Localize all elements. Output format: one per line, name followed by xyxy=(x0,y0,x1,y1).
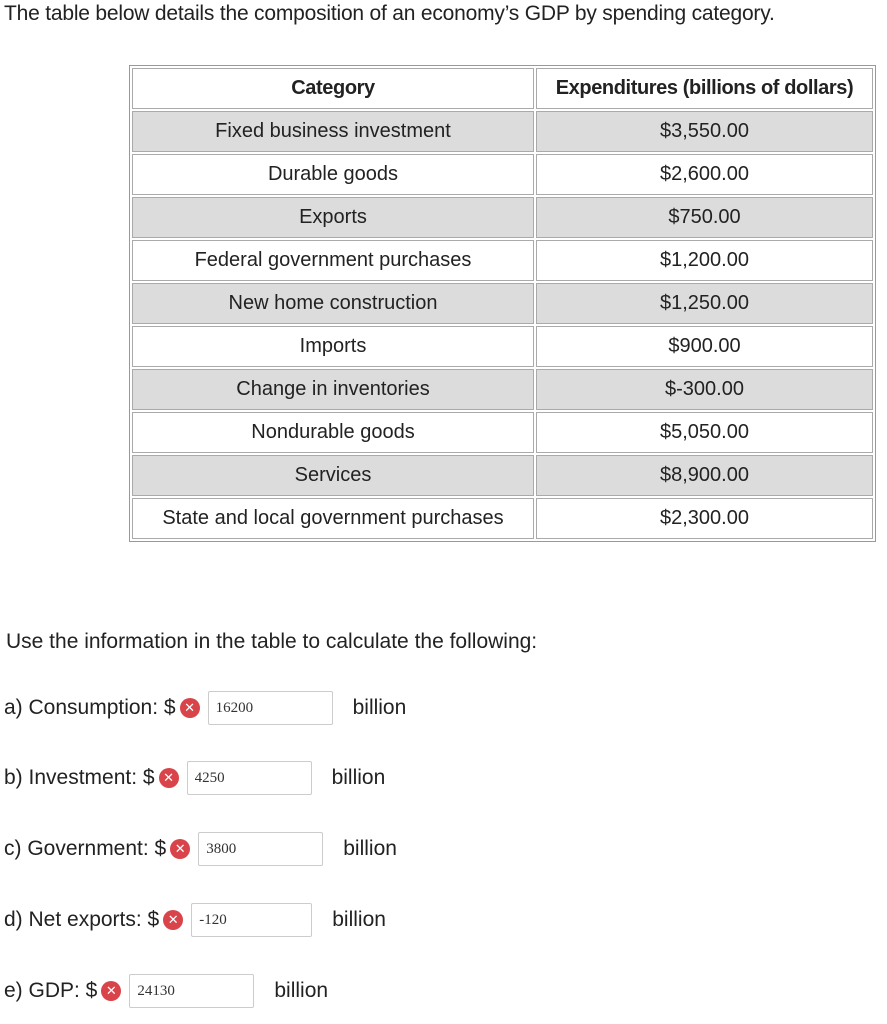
instructions-text: Use the information in the table to calculate the following: xyxy=(6,630,538,653)
category-cell: Federal government purchases xyxy=(132,240,534,281)
incorrect-icon: ✕ xyxy=(101,981,121,1001)
consumption-answer-input[interactable] xyxy=(208,691,333,725)
question-label: e) GDP: $ xyxy=(4,979,98,1002)
question-label: c) Government: $ xyxy=(4,837,167,860)
gdp-answer-input[interactable] xyxy=(129,974,254,1008)
question-label: a) Consumption: $ xyxy=(4,696,176,719)
value-cell: $750.00 xyxy=(536,197,873,238)
government-answer-input[interactable] xyxy=(198,832,323,866)
unit-label: billion xyxy=(332,908,386,931)
value-cell: $900.00 xyxy=(536,326,873,367)
category-cell: Change in inventories xyxy=(132,369,534,410)
unit-label: billion xyxy=(352,696,407,719)
value-cell: $5,050.00 xyxy=(536,412,873,453)
question-label: d) Net exports: $ xyxy=(4,908,160,931)
unit-label: billion xyxy=(331,766,386,789)
net-exports-answer-input[interactable] xyxy=(191,903,312,937)
category-cell: Services xyxy=(132,455,534,496)
value-cell: $2,600.00 xyxy=(536,154,873,195)
table-row xyxy=(132,240,873,281)
incorrect-icon: ✕ xyxy=(180,698,200,718)
unit-label: billion xyxy=(274,979,329,1002)
question-gdp xyxy=(4,974,328,1008)
table-row xyxy=(132,111,873,152)
table-row xyxy=(132,326,873,367)
table-row xyxy=(132,412,873,453)
header-category: Category xyxy=(132,68,534,109)
question-label: b) Investment: $ xyxy=(4,766,155,789)
value-cell: $1,200.00 xyxy=(536,240,873,281)
question-net-exports xyxy=(4,903,386,937)
unit-label: billion xyxy=(343,837,397,860)
incorrect-icon: ✕ xyxy=(159,768,179,788)
value-cell: $3,550.00 xyxy=(536,111,873,152)
intro-text: The table below details the composition of an economy’s GDP by spending category. xyxy=(4,2,775,25)
table-header-row xyxy=(132,68,873,109)
category-cell: New home construction xyxy=(132,283,534,324)
value-cell: $8,900.00 xyxy=(536,455,873,496)
question-government xyxy=(4,832,397,866)
category-cell: Fixed business investment xyxy=(132,111,534,152)
value-cell: $2,300.00 xyxy=(536,498,873,539)
gdp-table xyxy=(129,65,876,542)
investment-answer-input[interactable] xyxy=(187,761,312,795)
question-investment xyxy=(4,761,385,795)
category-cell: State and local government purchases xyxy=(132,498,534,539)
category-cell: Exports xyxy=(132,197,534,238)
incorrect-icon: ✕ xyxy=(170,839,190,859)
header-expenditures: Expenditures (billions of dollars) xyxy=(536,68,873,109)
table-row xyxy=(132,369,873,410)
category-cell: Durable goods xyxy=(132,154,534,195)
incorrect-icon: ✕ xyxy=(163,910,183,930)
category-cell: Nondurable goods xyxy=(132,412,534,453)
table-row xyxy=(132,197,873,238)
table-row xyxy=(132,154,873,195)
table-row xyxy=(132,283,873,324)
question-consumption xyxy=(4,691,406,725)
value-cell: $-300.00 xyxy=(536,369,873,410)
value-cell: $1,250.00 xyxy=(536,283,873,324)
table-row xyxy=(132,498,873,539)
table-row xyxy=(132,455,873,496)
category-cell: Imports xyxy=(132,326,534,367)
